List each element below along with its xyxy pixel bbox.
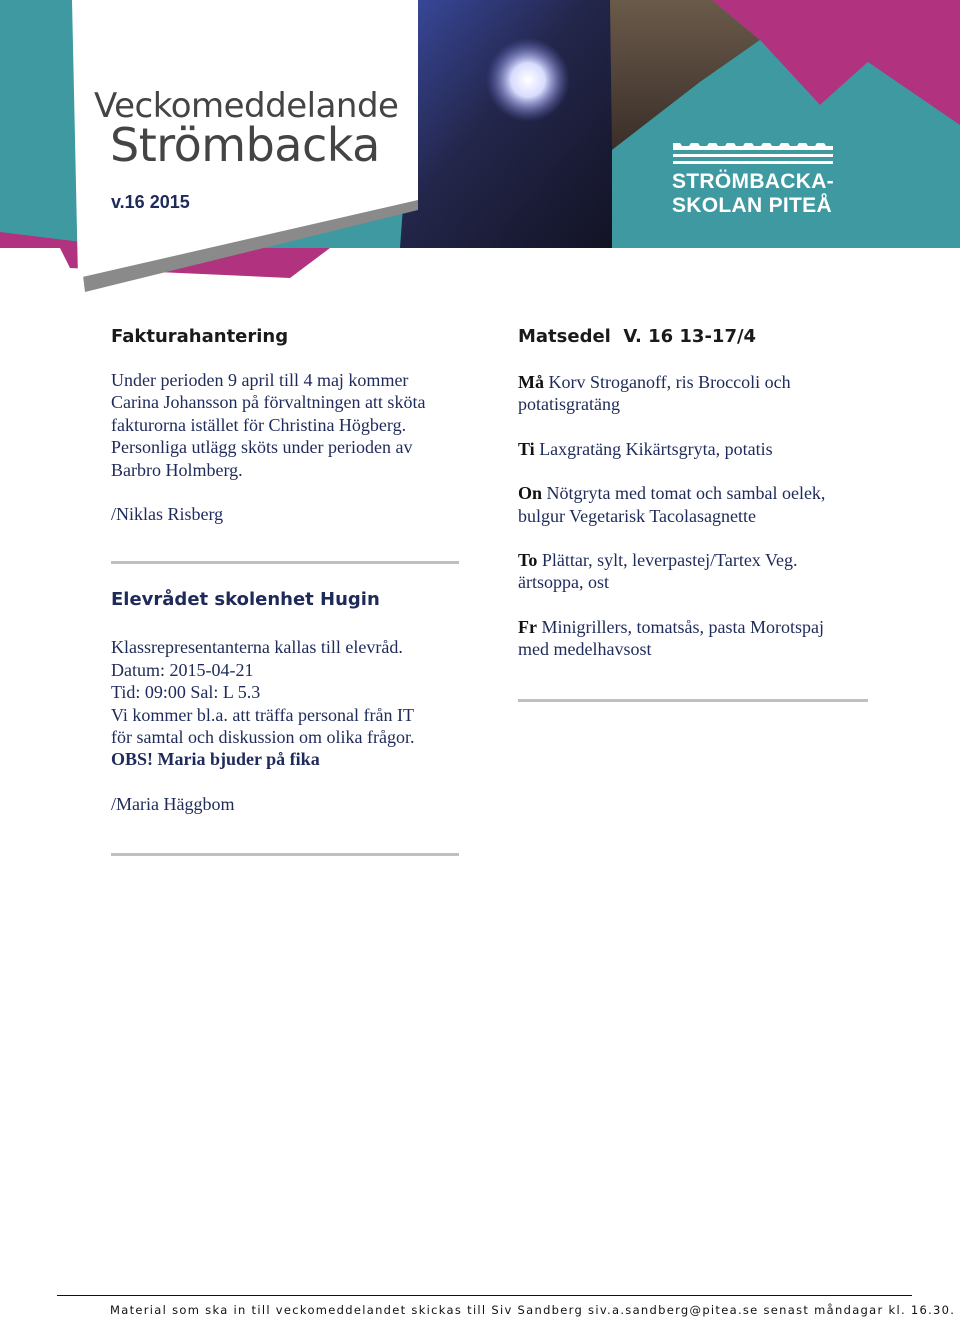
signature-niklas: /Niklas Risberg [111,504,224,525]
menu-line [518,371,870,393]
menu-line: med medelhavsost [518,639,652,660]
section-title-invoicing: Fakturahantering [111,326,289,347]
menu-line [518,549,870,571]
title-line-2: Strömbacka [110,118,380,172]
menu-day: Må [518,372,544,392]
text-line: Klassrepresentanterna kallas till elevråd. [111,637,403,658]
menu-line [518,438,870,460]
text-line: Personliga utlägg sköts under perioden av [111,437,413,458]
obs-text: Maria bjuder på fika [157,749,320,770]
invoicing-text [111,369,461,481]
menu-text: Minigrillers, tomatsås, pasta Morotspaj [541,616,824,637]
footer-rule [57,1295,912,1296]
signature-maria: /Maria Häggbom [111,793,235,814]
menu-day: On [518,483,543,504]
section-title-student-council: Elevrådet skolenhet Hugin [111,589,380,611]
text-line: för samtal och diskussion om olika frågor. [111,727,415,748]
week-label: v.16 2015 [111,192,190,212]
divider [111,853,459,856]
menu-line: ärtsoppa, ost [518,572,609,593]
text-line: fakturorna istället för Christina Högberg. [111,414,407,435]
school-logo-text [672,170,834,218]
menu-item-monday [518,371,870,416]
left-column [111,325,461,856]
logo-line-1: STRÖMBACKA- [672,170,834,193]
menu-text: Korv Stroganoff, ris Broccoli och [548,372,791,392]
menu-item-tuesday [518,438,870,460]
right-column [518,325,870,702]
menu-line: potatisgratäng [518,394,620,415]
menu-line [518,616,870,638]
footer-note: Material som ska in till veckomeddelandet skickas till Siv Sandberg siv.a.sandberg@pitea.se senast måndagar kl. 16.30. [110,1303,956,1317]
title-line-1: Veckomeddelande [94,86,399,126]
student-council-text [111,636,461,770]
welding-photo [400,0,612,248]
menu-text: Laxgratäng Kikärtsgryta, potatis [539,438,773,459]
text-line: Datum: 2015-04-21 [111,659,254,680]
obs-line [111,748,461,770]
logo-line-2: SKOLAN PITEÅ [672,194,832,217]
menu-line [518,482,870,504]
text-line: Under perioden 9 april till 4 maj kommer [111,370,409,390]
menu-day: Ti [518,438,535,459]
menu-item-wednesday [518,482,870,527]
menu-item-friday [518,616,870,661]
menu-text: Plättar, sylt, leverpastej/Tartex Veg. [541,550,798,571]
text-line: Barbro Holmberg. [111,459,243,480]
menu-item-thursday [518,549,870,594]
menu-line: bulgur Vegetarisk Tacolasagnette [518,505,756,526]
menu-title: Matsedel V. 16 13-17/4 [518,326,757,347]
menu-day: To [518,550,538,571]
text-line: Vi kommer bl.a. att träffa personal från IT [111,704,414,725]
divider [518,699,868,702]
text-line: Tid: 09:00 Sal: L 5.3 [111,682,261,703]
menu-day: Fr [518,616,537,637]
menu-text: Nötgryta med tomat och sambal oelek, [546,483,826,504]
welding-spark [486,38,570,122]
obs-label: OBS! [111,749,154,770]
header-banner [0,0,960,300]
text-line: Carina Johansson på förvaltningen att sköta [111,392,426,413]
